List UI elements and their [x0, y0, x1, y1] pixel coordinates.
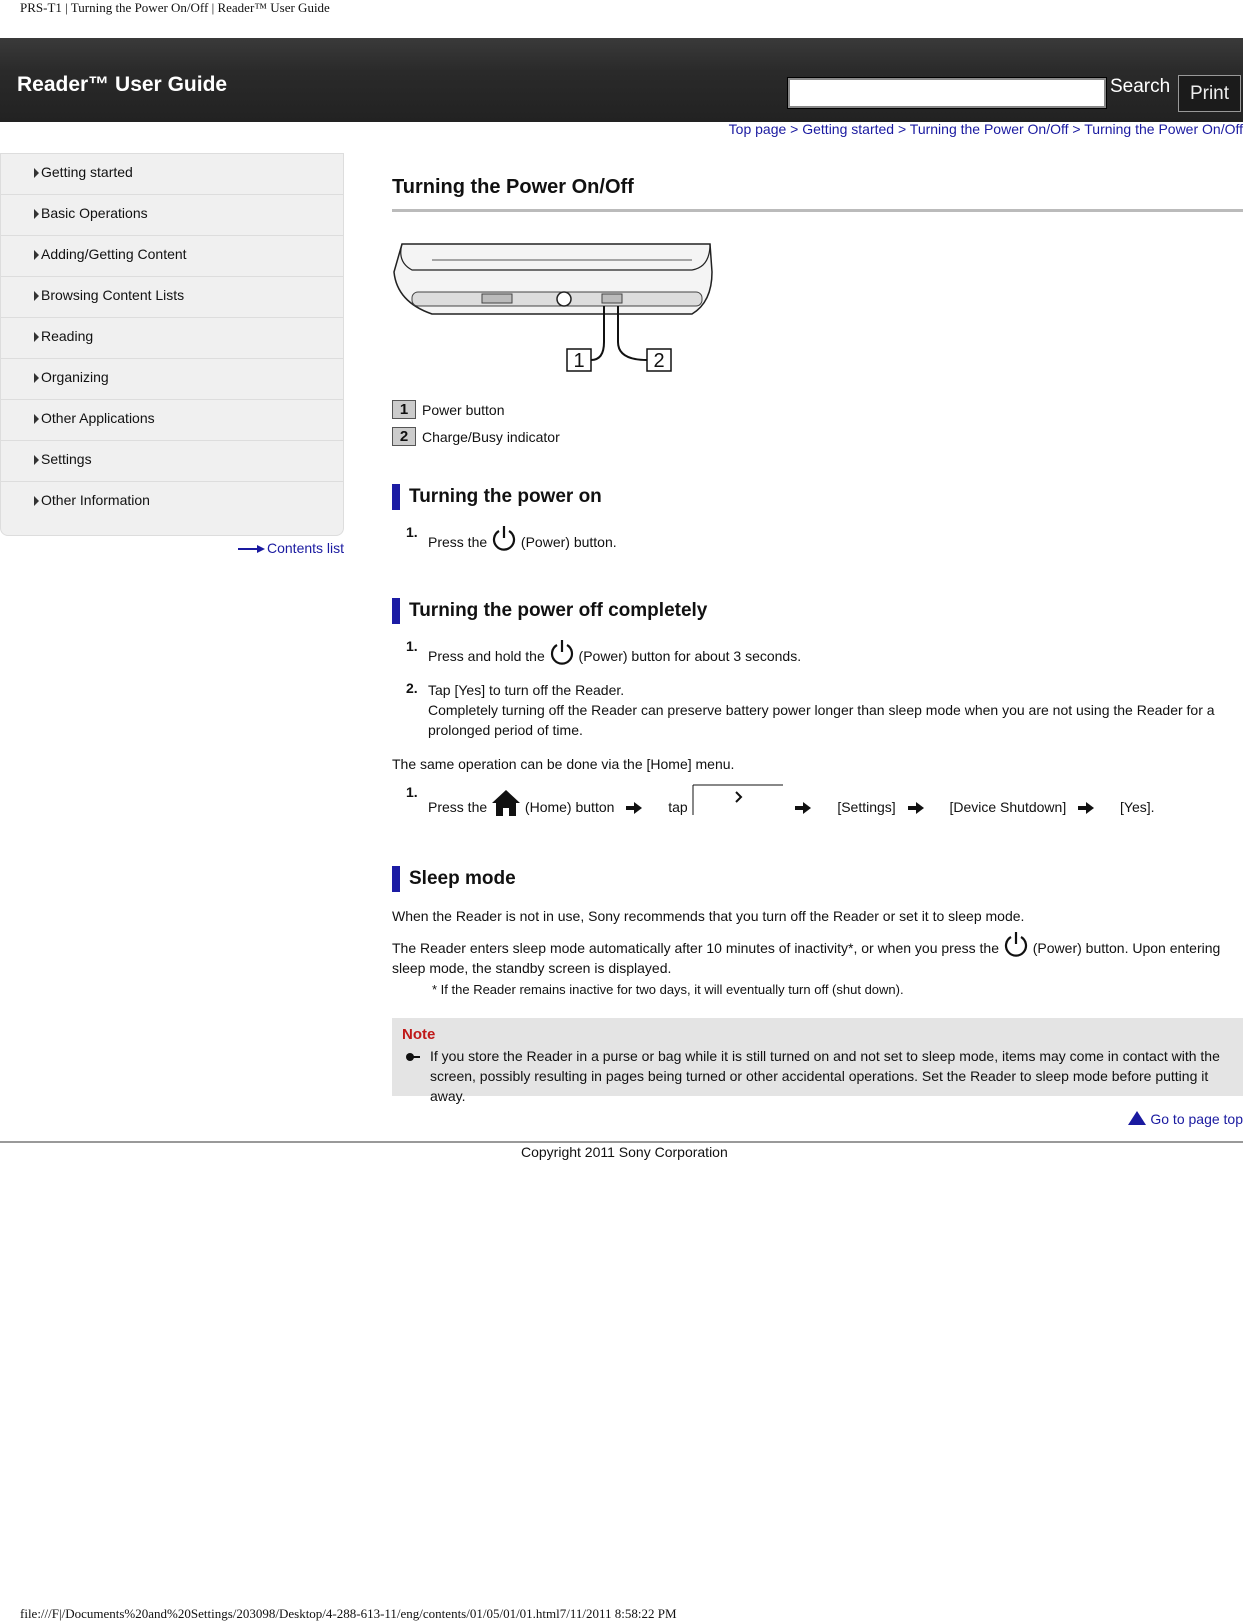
power-icon — [491, 524, 517, 552]
legend-item — [392, 396, 560, 423]
sidebar-item-other-information[interactable] — [1, 482, 343, 523]
go-to-page-top-link[interactable] — [1128, 1111, 1243, 1127]
bullet-icon — [406, 1053, 420, 1061]
contents-list-label: Contents list — [267, 540, 345, 556]
triangle-right-icon — [34, 291, 39, 301]
step-text: Tap [Yes] to turn off the Reader. — [428, 682, 625, 698]
power-off-step-2 — [406, 680, 1242, 740]
arrow-right-icon — [1078, 802, 1094, 814]
section-heading-sleep-mode: Sleep mode — [392, 866, 516, 892]
header-bar — [0, 38, 1243, 122]
sidebar-item-settings[interactable] — [1, 441, 343, 482]
search-input[interactable] — [788, 78, 1106, 108]
power-icon — [549, 638, 575, 666]
arrow-right-icon — [908, 802, 924, 814]
step-number: 1. — [406, 784, 418, 800]
note-heading: Note — [402, 1026, 436, 1043]
arrow-right-icon — [238, 545, 265, 553]
step-text: tap — [668, 799, 688, 815]
breadcrumb-current[interactable]: Turning the Power On/Off — [1084, 121, 1243, 137]
same-operation-text: The same operation can be done via the [Home] menu. — [392, 756, 735, 772]
sidebar-item-label: Other Information — [41, 492, 150, 508]
breadcrumb — [729, 121, 1243, 137]
power-on-step — [406, 524, 617, 552]
section-heading-power-off: Turning the power off completely — [392, 598, 707, 624]
sidebar-item-label: Organizing — [41, 369, 109, 385]
reader-device-illustration — [392, 242, 726, 374]
breadcrumb-getting-started[interactable]: Getting started — [802, 121, 895, 137]
triangle-right-icon — [34, 332, 39, 342]
sleep-text: The Reader enters sleep mode automatically after 10 minutes of inactivity*, or when you press the — [392, 940, 999, 956]
sidebar-item-label: Other Applications — [41, 410, 155, 426]
sidebar-item-getting-started[interactable] — [1, 154, 343, 195]
print-button[interactable]: Print — [1178, 75, 1241, 112]
sidebar-nav — [0, 153, 344, 536]
step-detail: Completely turning off the Reader can preserve battery power longer than sleep mode when you are not using the Reader for a prolonged period of time. — [428, 702, 1215, 738]
guide-title: Reader™ User Guide — [17, 73, 228, 96]
page-title: Turning the Power On/Off — [392, 160, 1243, 212]
menu-next-page-icon — [692, 784, 784, 816]
contents-list-link[interactable] — [238, 540, 344, 556]
arrow-right-icon — [626, 802, 642, 814]
triangle-right-icon — [34, 414, 39, 424]
sidebar-item-label: Reading — [41, 328, 94, 344]
footer-divider — [0, 1141, 1243, 1143]
sidebar-item-browsing-content[interactable] — [1, 277, 343, 318]
triangle-right-icon — [34, 373, 39, 383]
step-text: Press the — [428, 799, 488, 815]
legend-label: Charge/Busy indicator — [422, 428, 560, 445]
sleep-paragraph-2 — [392, 930, 1228, 978]
sidebar-item-label: Settings — [41, 451, 92, 467]
main-content — [392, 160, 1243, 1104]
breadcrumb-top-page[interactable]: Top page — [728, 121, 787, 137]
step-number: 1. — [406, 638, 418, 654]
power-icon — [1003, 930, 1029, 958]
sidebar-item-label: Basic Operations — [41, 205, 148, 221]
print-page-footer: file:///F|/Documents%20and%20Settings/203098/Desktop/4-288-613-11/eng/contents/01/05/01/01.html7/11/2011 8:58:22 PM — [20, 1606, 677, 1621]
figure-callout-1: 1 — [573, 350, 585, 372]
sidebar-item-organizing[interactable] — [1, 359, 343, 400]
sleep-paragraph-1: When the Reader is not in use, Sony recommends that you turn off the Reader or set it to sleep mode. — [392, 908, 1025, 924]
figure-callout-2: 2 — [653, 350, 665, 372]
sleep-text: (Power) button. Upon entering sleep mode, the standby screen is displayed. — [392, 940, 1221, 976]
print-page-title: PRS-T1 | Turning the Power On/Off | Reader™ User Guide — [20, 0, 330, 15]
breadcrumb-power-parent[interactable]: Turning the Power On/Off — [909, 121, 1069, 137]
legend-item — [392, 423, 560, 450]
triangle-right-icon — [34, 168, 39, 178]
step-text: (Power) button. — [520, 534, 617, 550]
sidebar-item-label: Getting started — [41, 164, 133, 180]
legend-number: 1 — [392, 400, 416, 419]
triangle-right-icon — [34, 496, 39, 506]
figure-legend — [392, 396, 560, 450]
step-text: (Home) button — [524, 799, 615, 815]
home-menu-step — [406, 784, 1155, 817]
triangle-right-icon — [34, 250, 39, 260]
step-text: Press and hold the — [428, 648, 545, 664]
triangle-right-icon — [34, 455, 39, 465]
power-off-step-1 — [406, 638, 801, 666]
sidebar-item-basic-operations[interactable] — [1, 195, 343, 236]
step-text: (Power) button for about 3 seconds. — [578, 648, 802, 664]
step-number: 2. — [406, 680, 418, 696]
legend-number: 2 — [392, 427, 416, 446]
note-box — [392, 1018, 1243, 1104]
step-text: Press the — [428, 534, 488, 550]
search-button[interactable]: Search — [1110, 76, 1171, 97]
step-text: [Settings] — [837, 799, 896, 815]
sleep-footnote: * If the Reader remains inactive for two days, it will eventually turn off (shut down). — [432, 982, 904, 997]
sidebar-item-label: Browsing Content Lists — [41, 287, 185, 303]
breadcrumb-separator: > — [897, 121, 907, 137]
go-to-page-top-label: Go to page top — [1150, 1111, 1243, 1127]
breadcrumb-separator: > — [1072, 121, 1081, 137]
sidebar-item-other-applications[interactable] — [1, 400, 343, 441]
arrow-right-icon — [795, 802, 811, 814]
sidebar-item-adding-content[interactable] — [1, 236, 343, 277]
step-number: 1. — [406, 524, 418, 540]
triangle-up-icon — [1128, 1111, 1146, 1125]
copyright-text: Copyright 2011 Sony Corporation — [521, 1144, 728, 1160]
breadcrumb-separator: > — [790, 121, 799, 137]
sidebar-item-reading[interactable] — [1, 318, 343, 359]
triangle-right-icon — [34, 209, 39, 219]
home-icon — [491, 789, 521, 817]
step-text: [Yes]. — [1120, 799, 1155, 815]
sidebar-item-label: Adding/Getting Content — [41, 246, 187, 262]
section-heading-power-on: Turning the power on — [392, 484, 602, 510]
step-text: [Device Shutdown] — [949, 799, 1067, 815]
note-text: If you store the Reader in a purse or bag while it is still turned on and not set to sleep mode, items may come in contact with the screen, possibly resulting in pages being turned or other accidental operations. Set the Reader to sleep mode before putting it away. — [430, 1048, 1220, 1104]
legend-label: Power button — [422, 401, 505, 418]
